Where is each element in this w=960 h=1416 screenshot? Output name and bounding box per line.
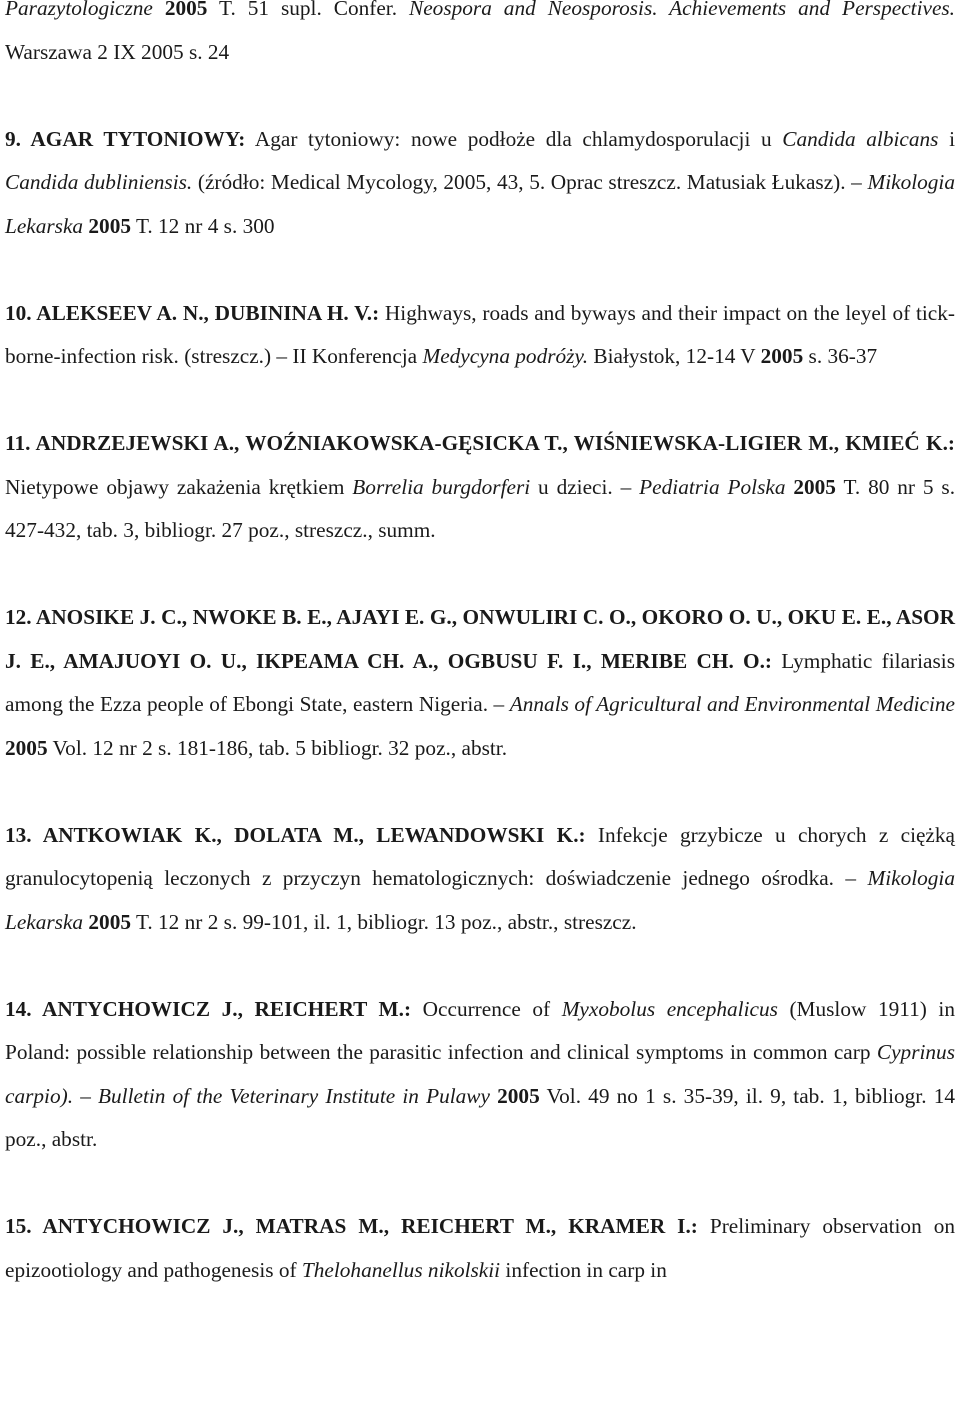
entry-text: Preliminary observation on epizootiology and pathogenesis of — [5, 1214, 955, 1282]
entry-text: Occurrence of — [411, 996, 562, 1021]
bold-text: 2005 — [88, 909, 131, 934]
bold-text: 2005 — [760, 344, 804, 368]
entry-text: Lymphatic filariasis among the Ezza people of Ebongi State, eastern Nigeria. – — [5, 648, 955, 716]
entry-text — [153, 0, 165, 20]
entry-text: Agar tytoniowy: nowe podłoże dla chlamydosporulacji u — [245, 126, 783, 151]
entry-text: s. 36-37 — [803, 344, 878, 368]
italic-text: Borrelia burgdorferi — [352, 474, 531, 499]
italic-text: Medycyna podróży. — [422, 344, 589, 368]
italic-text: Bulletin of the Veterinary Institute in Pulawy — [98, 1083, 490, 1108]
bold-text: 2005 — [497, 1083, 540, 1108]
entry-text: infection in carp in — [500, 1257, 667, 1282]
bold-text: 15. ANTYCHOWICZ J., MATRAS M., REICHERT M., KRAMER I.: — [5, 1214, 698, 1238]
entry-text: Nietypowe objawy zakażenia krętkiem — [5, 474, 353, 499]
entry-text: Vol. 12 nr 2 s. 181-186, tab. 5 bibliogr. 32 poz., abstr. — [47, 735, 508, 760]
italic-text: Pediatria Polska — [639, 474, 786, 499]
entry-text: T. 51 supl. Confer. — [207, 0, 410, 20]
italic-text: Parazytologiczne — [5, 0, 153, 20]
document-page — [5, 0, 955, 1336]
entry-text: T. 12 nr 2 s. 99-101, il. 1, bibliogr. 13 poz., abstr., streszcz. — [131, 909, 637, 934]
bold-text: 2005 — [88, 213, 131, 238]
entry-text: Infekcje grzybicze u chorych z ciężką granulocytopenią leczonych z przyczyn hematologicznych: doświadczenie jednego ośrodka. – — [5, 822, 955, 890]
bold-text: 13. ANTKOWIAK K., DOLATA M., LEWANDOWSKI K.: — [5, 822, 586, 847]
entry-text: (Muslow 1911) in Poland: possible relationship between the parasitic infection and clinical symptoms in common carp — [5, 996, 955, 1064]
italic-text: Annals of Agricultural and Environmental Medicine — [509, 692, 955, 716]
entry-text: T. 80 nr 5 s. 427-432, tab. 3, bibliogr. 27 poz., streszcz., summ. — [5, 474, 956, 542]
italic-text: Thelohanellus nikolskii — [301, 1257, 501, 1282]
entry-text: u dzieci. – — [530, 474, 640, 499]
entry-text: i — [938, 126, 955, 151]
italic-text: Mikologia Lekarska — [5, 866, 955, 934]
entry-text: Białystok, 12-14 V — [588, 344, 761, 368]
entry-text: (źródło: Medical Mycology, 2005, 43, 5. Oprac streszcz. Matusiak Łukasz). – — [192, 170, 868, 194]
entry-text: – — [73, 1083, 99, 1108]
italic-text: Cyprinus carpio). — [5, 1040, 955, 1108]
bibliography-entry-cont — [5, 0, 955, 74]
italic-text: Candida albicans — [782, 126, 939, 151]
bold-text: 10. ALEKSEEV A. N., DUBININA H. V.: — [5, 300, 380, 325]
bibliography-entry-12 — [5, 596, 955, 770]
entry-text: T. 12 nr 4 s. 300 — [131, 213, 275, 238]
bold-text: 2005 — [164, 0, 208, 20]
bold-text: 12. ANOSIKE J. C., NWOKE B. E., AJAYI E. G., ONWULIRI C. O., OKORO O. U., OKU E. E., ASOR J. E., AMAJUOYI O. U., IKPEAMA CH. A., OGBUSU F. I., MERIBE CH. O.: — [5, 605, 955, 673]
bibliography-entry-14 — [5, 988, 955, 1162]
entry-text: Warszawa 2 IX 2005 s. 24 — [5, 39, 230, 64]
italic-text: Neospora and Neosporosis. Achievements and Perspectives. — [409, 0, 956, 20]
bold-text: 2005 — [5, 735, 48, 760]
italic-text: Candida dubliniensis. — [5, 170, 193, 194]
bibliography-entry-10 — [5, 292, 955, 379]
bibliography-entry-15 — [5, 1205, 955, 1292]
bold-text: 11. ANDRZEJEWSKI A., WOŹNIAKOWSKA-GĘSICKA T., WIŚNIEWSKA-LIGIER M., KMIEĆ K.: — [5, 431, 955, 455]
bold-text: 9. AGAR TYTONIOWY: — [5, 126, 246, 151]
entry-text: Highways, roads and byways and their impact on the leyel of tick-borne-infection risk. (streszcz.) – II Konferencja — [5, 300, 955, 368]
entry-text: Vol. 49 no 1 s. 35-39, il. 9, tab. 1, bibliogr. 14 poz., abstr. — [5, 1083, 955, 1151]
bibliography-entry-13 — [5, 814, 955, 945]
bibliography-entry-9 — [5, 118, 955, 249]
italic-text: Myxobolus encephalicus — [561, 996, 778, 1021]
italic-text: Mikologia Lekarska — [5, 170, 955, 238]
bibliography-entry-11 — [5, 422, 955, 553]
bold-text: 14. ANTYCHOWICZ J., REICHERT M.: — [5, 996, 412, 1021]
bold-text: 2005 — [793, 474, 836, 499]
